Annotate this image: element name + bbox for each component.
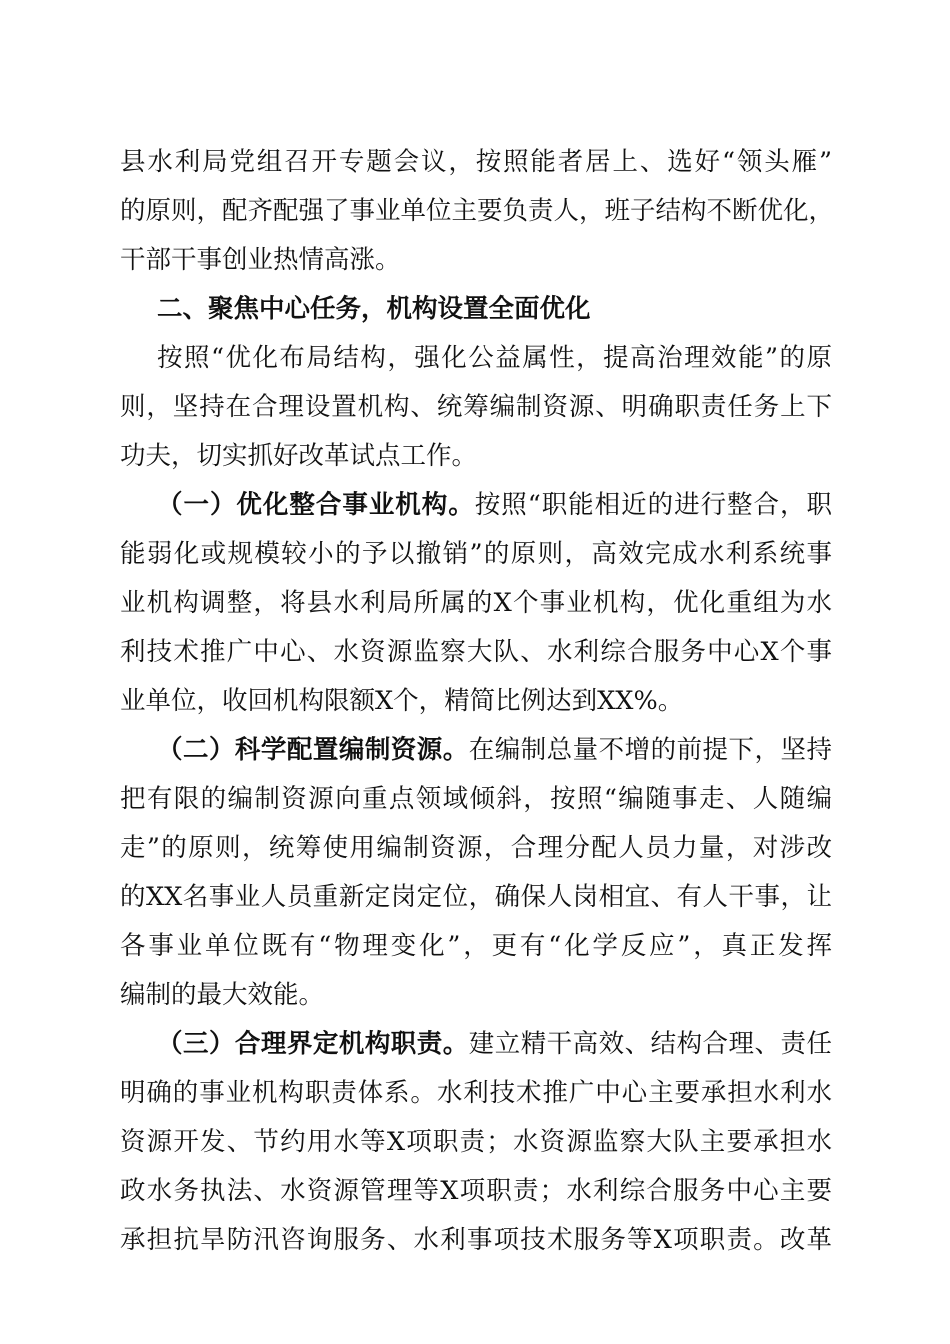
paragraph-4-line-4: 的XX名事业人员重新定岗定位，确保人岗相宜、有人干事，让: [120, 882, 832, 912]
paragraph-5-first-rest: 建立精干高效、结构合理、责任: [468, 1029, 832, 1059]
paragraph-5-line-2: 明确的事业机构职责体系。水利技术推广中心主要承担水利水: [120, 1078, 832, 1108]
paragraph-5-line-3: 资源开发、节约用水等X项职责；水资源监察大队主要承担水: [120, 1127, 832, 1157]
paragraph-3-line-5: 业单位，收回机构限额X个，精简比例达到XX%。: [120, 686, 684, 716]
paragraph-2-line-1: 按照“优化布局结构，强化公益属性，提高治理效能”的原: [157, 343, 832, 373]
paragraph-4-line-1: [120, 735, 832, 765]
paragraph-5-line-1: [120, 1029, 832, 1059]
paragraph-1-line-1: 县水利局党组召开专题会议，按照能者居上、选好“领头雁”: [120, 147, 832, 177]
subheading-1: （一）优化整合事业机构。: [157, 490, 475, 520]
paragraph-5-line-5: 承担抗旱防汛咨询服务、水利事项技术服务等X项职责。改革: [120, 1225, 832, 1255]
paragraph-3-line-1: [120, 490, 832, 520]
paragraph-1-line-2: 的原则，配齐配强了事业单位主要负责人，班子结构不断优化，: [120, 196, 835, 226]
paragraph-1-line-3: 干部干事创业热情高涨。: [120, 245, 401, 275]
paragraph-2-line-2: 则，坚持在合理设置机构、统筹编制资源、明确职责任务上下: [120, 392, 832, 422]
paragraph-3-first-rest: 按照“职能相近的进行整合，职: [474, 490, 832, 520]
paragraph-4-line-2: 把有限的编制资源向重点领域倾斜，按照“编随事走、人随编: [120, 784, 832, 814]
subheading-2: （二）科学配置编制资源。: [157, 735, 469, 765]
paragraph-4-line-3: 走”的原则，统筹使用编制资源，合理分配人员力量，对涉改: [120, 833, 832, 863]
paragraph-3-line-2: 能弱化或规模较小的予以撤销”的原则，高效完成水利系统事: [120, 539, 832, 569]
paragraph-5-line-4: 政水务执法、水资源管理等X项职责；水利综合服务中心主要: [120, 1176, 832, 1206]
paragraph-2-line-3: 功夫，切实抓好改革试点工作。: [120, 441, 478, 471]
paragraph-3-line-3: 业机构调整，将县水利局所属的X个事业机构，优化重组为水: [120, 588, 832, 618]
subheading-3: （三）合理界定机构职责。: [157, 1029, 469, 1059]
paragraph-4-line-5: 各事业单位既有“物理变化”，更有“化学反应”，真正发挥: [120, 931, 832, 961]
paragraph-3-line-4: 利技术推广中心、水资源监察大队、水利综合服务中心X个事: [120, 637, 832, 667]
paragraph-4-first-rest: 在编制总量不增的前提下，坚持: [468, 735, 832, 765]
section-heading: 二、聚焦中心任务，机构设置全面优化: [157, 294, 591, 324]
paragraph-4-line-6: 编制的最大效能。: [120, 980, 325, 1010]
